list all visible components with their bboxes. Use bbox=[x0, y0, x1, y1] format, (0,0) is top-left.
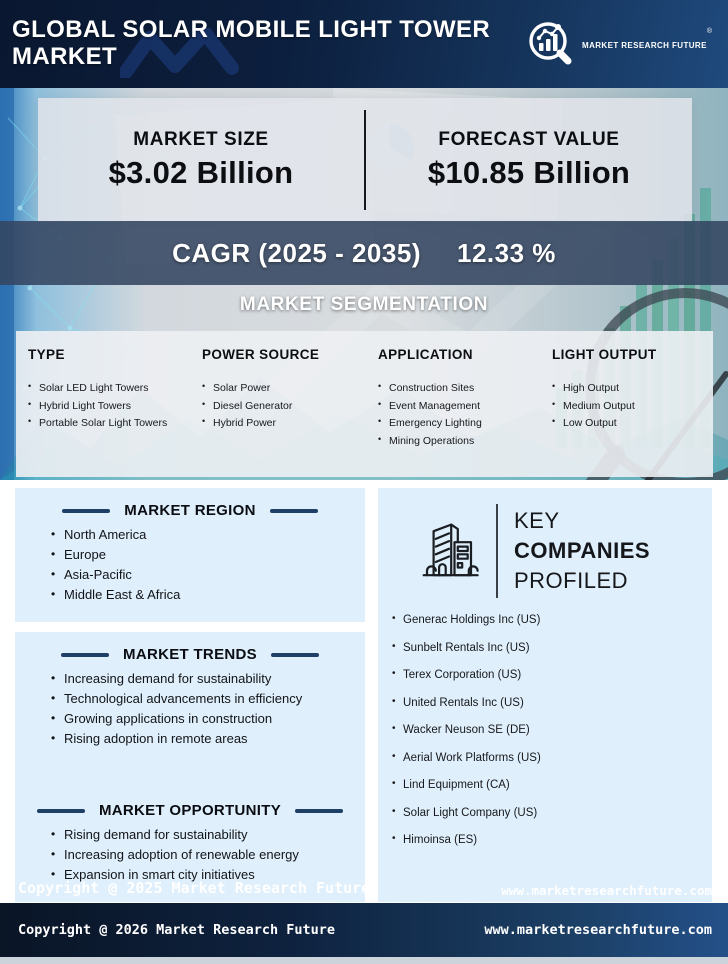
list-item: • Hybrid Power bbox=[202, 417, 378, 429]
market-region-panel bbox=[15, 488, 365, 622]
list-item: • Wacker Neuson SE (DE) bbox=[392, 724, 712, 736]
lower-section bbox=[0, 480, 728, 903]
cagr-band bbox=[0, 221, 728, 285]
market-trends-list bbox=[15, 671, 365, 746]
forecast-value-block bbox=[366, 98, 692, 222]
segmentation-column-light-output bbox=[552, 347, 703, 477]
list-item: • Growing applications in construction bbox=[51, 711, 365, 726]
brand-name: MARKET RESEARCH FUTURE bbox=[582, 41, 707, 50]
segmentation-column-application bbox=[378, 347, 552, 477]
market-size-value: $3.02 Billion bbox=[108, 155, 294, 190]
market-region-list bbox=[15, 527, 365, 602]
key-companies-title-line1: KEY bbox=[514, 508, 560, 533]
market-size-block bbox=[38, 98, 364, 222]
heading-dash-left bbox=[62, 509, 110, 513]
list-item: • Himoinsa (ES) bbox=[392, 834, 712, 846]
list-item: • United Rentals Inc (US) bbox=[392, 697, 712, 709]
segmentation-column-heading: LIGHT OUTPUT bbox=[552, 347, 657, 362]
list-item: • Sunbelt Rentals Inc (US) bbox=[392, 642, 712, 654]
list-item: • Construction Sites bbox=[378, 382, 552, 394]
market-region-heading: MARKET REGION bbox=[124, 502, 256, 519]
list-item: • Terex Corporation (US) bbox=[392, 669, 712, 681]
heading-dash-right bbox=[270, 509, 318, 513]
list-item: • Asia-Pacific bbox=[51, 567, 365, 582]
segmentation-list-light-output bbox=[552, 382, 703, 429]
list-item: • High Output bbox=[552, 382, 703, 394]
registered-mark: ® bbox=[706, 28, 712, 35]
segmentation-column-power-source bbox=[202, 347, 378, 477]
list-item: • Increasing demand for sustainability bbox=[51, 671, 365, 686]
key-companies-title-line3: PROFILED bbox=[514, 568, 629, 593]
list-item: • Technological advancements in efficiency bbox=[51, 691, 365, 706]
market-size-label: MARKET SIZE bbox=[133, 129, 269, 150]
bottom-strip bbox=[0, 957, 728, 964]
hero-collage-band bbox=[0, 88, 728, 480]
list-item: • North America bbox=[51, 527, 365, 542]
list-item: • Middle East & Africa bbox=[51, 587, 365, 602]
segmentation-title: MARKET SEGMENTATION bbox=[239, 294, 489, 315]
cagr-label: CAGR (2025 - 2035) bbox=[172, 237, 421, 268]
heading-dash-right bbox=[271, 653, 319, 657]
list-item: • Solar Power bbox=[202, 382, 378, 394]
list-item: • Low Output bbox=[552, 417, 703, 429]
market-trends-heading: MARKET TRENDS bbox=[123, 646, 257, 663]
list-item: • Diesel Generator bbox=[202, 400, 378, 412]
stats-panel bbox=[38, 98, 692, 222]
building-icon bbox=[418, 518, 480, 584]
market-trends-opportunity-panel bbox=[15, 632, 365, 902]
market-opportunity-list bbox=[15, 827, 365, 882]
header-bar bbox=[0, 0, 728, 88]
list-item: • Generac Holdings Inc (US) bbox=[392, 614, 712, 626]
key-companies-title-line2: COMPANIES bbox=[514, 538, 651, 563]
page-title: GLOBAL SOLAR MOBILE LIGHT TOWER MARKET bbox=[12, 16, 491, 70]
forecast-value-value: $10.85 Billion bbox=[427, 155, 631, 190]
forecast-value-label: FORECAST VALUE bbox=[438, 129, 620, 150]
key-companies-panel bbox=[378, 488, 712, 902]
segmentation-panel bbox=[16, 331, 713, 477]
list-item: • Event Management bbox=[378, 400, 552, 412]
footer-website[interactable]: www.marketresearchfuture.com bbox=[484, 922, 712, 938]
cagr-value: 12.33 % bbox=[456, 237, 556, 268]
segmentation-column-heading: POWER SOURCE bbox=[202, 347, 320, 362]
heading-dash-right bbox=[295, 809, 343, 813]
market-opportunity-heading: MARKET OPPORTUNITY bbox=[98, 802, 282, 819]
list-item: • Mining Operations bbox=[378, 435, 552, 447]
list-item: • Emergency Lighting bbox=[378, 417, 552, 429]
key-companies-header bbox=[378, 488, 712, 602]
list-item: • Rising adoption in remote areas bbox=[51, 731, 365, 746]
list-item: • Aerial Work Platforms (US) bbox=[392, 752, 712, 764]
segmentation-list-type bbox=[28, 382, 202, 429]
list-item: • Increasing adoption of renewable energy bbox=[51, 847, 365, 862]
segmentation-list-application bbox=[378, 382, 552, 447]
key-companies-list bbox=[378, 602, 712, 846]
brand-logo bbox=[526, 20, 712, 68]
list-item: • Medium Output bbox=[552, 400, 703, 412]
heading-dash-left bbox=[37, 809, 85, 813]
overlay-website[interactable]: www.marketresearchfuture.com bbox=[501, 883, 712, 898]
segmentation-list-power-source bbox=[202, 382, 378, 429]
mrf-magnifier-chart-icon bbox=[526, 20, 574, 68]
heading-dash-left bbox=[61, 653, 109, 657]
key-companies-title bbox=[514, 506, 650, 596]
list-item: • Expansion in smart city initiatives bbox=[51, 867, 365, 882]
list-item: • Europe bbox=[51, 547, 365, 562]
list-item: • Portable Solar Light Towers bbox=[28, 417, 202, 429]
list-item: • Solar Light Company (US) bbox=[392, 807, 712, 819]
segmentation-column-heading: APPLICATION bbox=[378, 347, 473, 362]
list-item: • Lind Equipment (CA) bbox=[392, 779, 712, 791]
footer-copyright: Copyright @ 2026 Market Research Future bbox=[18, 922, 335, 938]
segmentation-column-heading: TYPE bbox=[28, 347, 65, 362]
list-item: • Hybrid Light Towers bbox=[28, 400, 202, 412]
segmentation-column-type bbox=[28, 347, 202, 477]
vertical-divider bbox=[496, 504, 498, 598]
footer-bar bbox=[0, 903, 728, 957]
list-item: • Solar LED Light Towers bbox=[28, 382, 202, 394]
list-item: • Rising demand for sustainability bbox=[51, 827, 365, 842]
overlay-copyright-2025: Copyright @ 2025 Market Research Future bbox=[18, 879, 371, 897]
